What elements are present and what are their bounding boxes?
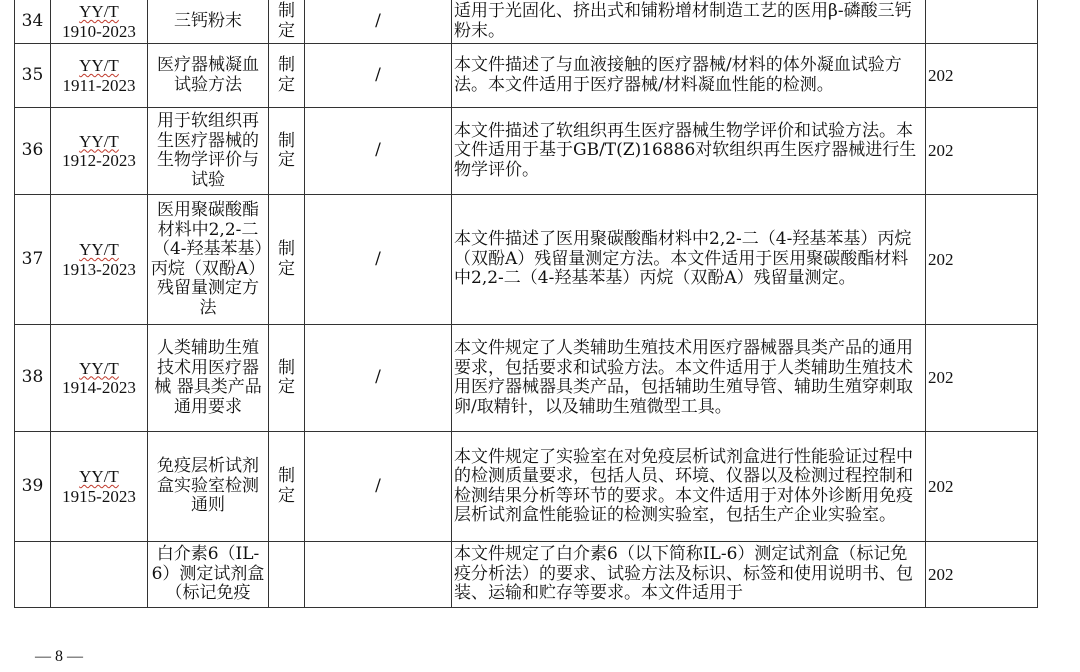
- revision-type: 制定: [269, 325, 305, 432]
- effective-date: 202: [926, 542, 1038, 608]
- scope-description: 本文件规定了实验室在对免疫层析试剂盒进行性能验证过程中的检测质量要求，包括人员、环境、仪器以及检测过程控制和检测结果分析等环节的要求。本文件适用于对体外诊断用免疫层析试剂盒性能验证的检测实验室，包括生产企业实验室。: [452, 432, 926, 542]
- revision-type: 制定: [269, 195, 305, 325]
- row-number: 37: [15, 195, 51, 325]
- row-number: 35: [15, 44, 51, 108]
- table-row: [15, 44, 1038, 108]
- revision-type: 制定: [269, 108, 305, 195]
- scope-description: 本文件规定了人类辅助生殖技术用医疗器械器具类产品的通用要求，包括要求和试验方法。本文件适用于人类辅助生殖技术用医疗器械器具类产品，包括辅助生殖导管、辅助生殖穿刺取卵/取精针，以及辅助生殖微型工具。: [452, 325, 926, 432]
- standard-code: YY/T 1911-2023: [51, 44, 148, 108]
- standard-name: 免疫层析试剂盒实验室检测通则: [148, 432, 269, 542]
- standard-name: 人类辅助生殖技术用医疗器械 器具类产品通用要求: [148, 325, 269, 432]
- row-number: [15, 542, 51, 608]
- table-row: [15, 432, 1038, 542]
- row-number: 34: [15, 0, 51, 44]
- table-row: [15, 108, 1038, 195]
- scope-description: 适用于光固化、挤出式和铺粉增材制造工艺的医用β-磷酸三钙粉末。: [452, 0, 926, 44]
- standard-name: 白介素6（IL-6）测定试剂盒（标记免疫: [148, 542, 269, 608]
- row-number: 39: [15, 432, 51, 542]
- standard-name: 三钙粉末: [148, 0, 269, 44]
- effective-date: 202: [926, 195, 1038, 325]
- row-number: 36: [15, 108, 51, 195]
- effective-date: 202: [926, 44, 1038, 108]
- scope-description: 本文件描述了与血液接触的医疗器械/材料的体外凝血试验方法。本文件适用于医疗器械/材料凝血性能的检测。: [452, 44, 926, 108]
- standard-name: 医用聚碳酸酯材料中2,2-二（4-羟基苯基）丙烷（双酚A）残留量测定方法: [148, 195, 269, 325]
- standard-code: YY/T 1914-2023: [51, 325, 148, 432]
- effective-date: 202: [926, 108, 1038, 195]
- replaced-standard: /: [305, 0, 452, 44]
- effective-date: 202: [926, 432, 1038, 542]
- revision-type: 制定: [269, 44, 305, 108]
- standard-code: YY/T 1912-2023: [51, 108, 148, 195]
- replaced-standard: /: [305, 325, 452, 432]
- table-row: [15, 542, 1038, 608]
- replaced-standard: [305, 542, 452, 608]
- revision-type: [269, 542, 305, 608]
- standard-name: 用于软组织再生医疗器械的生物学评价与试验: [148, 108, 269, 195]
- standard-code: YY/T 1915-2023: [51, 432, 148, 542]
- standard-code: YY/T 1913-2023: [51, 195, 148, 325]
- revision-type: 制定: [269, 0, 305, 44]
- standard-name: 医疗器械凝血试验方法: [148, 44, 269, 108]
- scope-description: 本文件规定了白介素6（以下简称IL-6）测定试剂盒（标记免疫分析法）的要求、试验方法及标识、标签和使用说明书、包装、运输和贮存等要求。本文件适用于: [452, 542, 926, 608]
- scope-description: 本文件描述了医用聚碳酸酯材料中2,2-二（4-羟基苯基）丙烷（双酚A）残留量测定方法。本文件适用于医用聚碳酸酯材料中2,2-二（4-羟基苯基）丙烷（双酚A）残留量测定。: [452, 195, 926, 325]
- effective-date: 202: [926, 325, 1038, 432]
- standard-code: [51, 542, 148, 608]
- page-number: — 8 —: [35, 648, 83, 665]
- replaced-standard: /: [305, 195, 452, 325]
- standards-table: [14, 0, 1038, 608]
- row-number: 38: [15, 325, 51, 432]
- table-row: [15, 325, 1038, 432]
- scope-description: 本文件描述了软组织再生医疗器械生物学评价和试验方法。本文件适用于基于GB/T(Z)16886对软组织再生医疗器械进行生物学评价。: [452, 108, 926, 195]
- replaced-standard: /: [305, 432, 452, 542]
- replaced-standard: /: [305, 108, 452, 195]
- revision-type: 制定: [269, 432, 305, 542]
- replaced-standard: /: [305, 44, 452, 108]
- table-row: [15, 195, 1038, 325]
- standard-code: YY/T 1910-2023: [51, 0, 148, 44]
- effective-date: [926, 0, 1038, 44]
- table-row: [15, 0, 1038, 44]
